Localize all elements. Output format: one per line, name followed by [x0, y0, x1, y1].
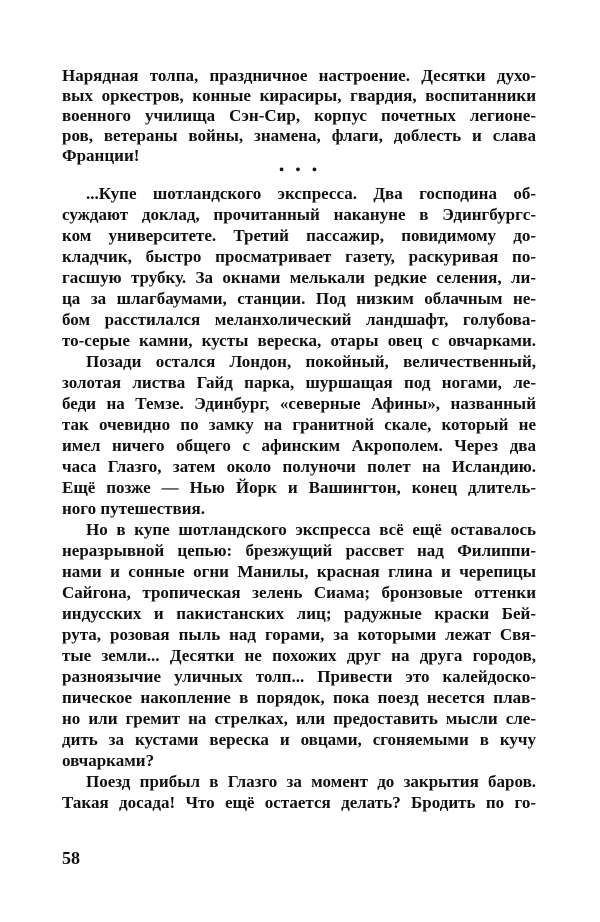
text-line: суждают доклад, прочитанный накануне в Эдингбургс-: [62, 205, 536, 224]
text-line: Франции!: [62, 146, 140, 165]
text-line: ров, ветераны войны, знамена, флаги, доблесть и слава: [62, 126, 536, 145]
text-line: гасшую трубку. За окнами мелькали редкие селения, ли-: [62, 268, 536, 287]
section-separator: • • •: [279, 163, 321, 178]
text-line: рута, розовая пыль над горами, за которыми лежат Свя-: [62, 625, 536, 644]
text-line: бом расстилался меланхолический ландшафт, голубова-: [62, 310, 536, 329]
text-line: вых оркестров, конные кирасиры, гвардия, воспитанники: [62, 86, 536, 105]
text-line: Но в купе шотландского экспресса всё ещё оставалось: [86, 520, 536, 539]
text-line: тые земли... Десятки не похожих друг на друга городов,: [62, 646, 536, 665]
text-line: нами и сонные огни Манилы, красная глина и черепицы: [62, 562, 536, 581]
text-line: Сайгона, тропическая зелень Сиама; бронзовые оттенки: [62, 583, 536, 602]
text-line: индусских и пакистанских лиц; радужные краски Бей-: [62, 604, 536, 623]
text-line: Ещё позже — Нью Йорк и Вашингтон, конец длитель-: [62, 478, 536, 497]
text-line: имел ничего общего с афинским Акрополем. Через два: [62, 436, 536, 455]
text-line: дить за кустами вереска и овцами, сгоняемыми в кучу: [62, 730, 536, 749]
text-line: так очевидно по замку на гранитной скале, который не: [62, 415, 536, 434]
text-line: ца за шлагбаумами, станции. Под низким облачным не-: [62, 289, 536, 308]
text-line: военного училища Сэн-Сир, корпус почетных легионе-: [62, 106, 536, 125]
text-line: Поезд прибыл в Глазго за момент до закрытия баров.: [86, 772, 536, 791]
text-line: пическое накопление в порядок, пока поезд несется плав-: [62, 688, 536, 707]
text-line: золотая листва Гайд парка, шуршащая под ногами, ле-: [62, 373, 536, 392]
text-line: ...Купе шотландского экспресса. Два господина об-: [86, 184, 536, 203]
text-line: овчарками?: [62, 751, 155, 770]
text-line: Нарядная толпа, праздничное настроение. Десятки духо-: [62, 66, 536, 85]
text-line: беди на Темзе. Эдинбург, «северные Афины», названный: [62, 394, 536, 413]
text-line: Такая досада! Что ещё остается делать? Бродить по го-: [62, 793, 536, 812]
text-line: часа Глазго, затем около полуночи полет на Исландию.: [62, 457, 536, 476]
text-line: кладчик, быстро просматривает газету, раскуривая по-: [62, 247, 536, 266]
page-number: 58: [62, 848, 80, 868]
text-line: то-серые камни, кусты вереска, отары овец с овчарками.: [62, 331, 536, 350]
text-line: но или гремит на стрелках, или предоставить мысли сле-: [62, 709, 536, 728]
text-line: ного путешествия.: [62, 499, 205, 518]
text-line: ком университете. Третий пассажир, повидимому до-: [62, 226, 536, 245]
text-line: Позади остался Лондон, покойный, величественный,: [86, 352, 536, 371]
text-line: неразрывной цепью: брезжущий рассвет над Филиппи-: [62, 541, 536, 560]
text-line: разноязычие уличных толп... Привести это калейдоско-: [62, 667, 536, 686]
